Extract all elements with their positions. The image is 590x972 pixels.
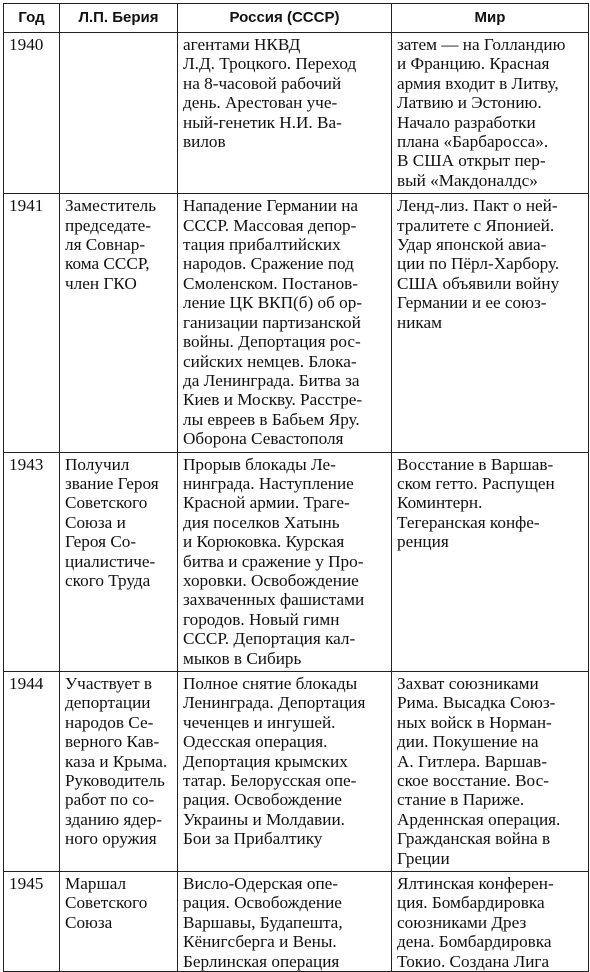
header-beria: Л.П. Берия (60, 4, 178, 33)
world-text-line: Коминтерн. (397, 493, 483, 513)
world-text-line: союзниками Дрез (397, 912, 527, 932)
world-text-line: ском гетто. Распущен (397, 473, 555, 493)
beria-text-line: Героя Со- (65, 532, 137, 552)
chronology-table (3, 3, 589, 972)
russia-text-line: СССР. Массовая депор- (183, 215, 357, 235)
beria-text-line: ля Совнар- (65, 235, 146, 255)
beria-text-line: Заместитель (65, 196, 157, 216)
russia-text-line: ление ЦК ВКП(б) об ор- (183, 293, 363, 313)
beria-text-line: работ по со- (65, 790, 155, 810)
russia-text-line: Депортация крымских (183, 751, 348, 771)
beria-text-line: Союза (65, 912, 113, 932)
russia-text-line: Кёнигсберга и Вены. (183, 932, 337, 952)
russia-cell (178, 194, 392, 452)
beria-cell (60, 33, 178, 194)
year-cell: 1943 (4, 452, 60, 671)
beria-text-line: Получил (65, 454, 130, 474)
russia-text-line: тация прибалтийских (183, 235, 341, 255)
beria-text-line: Советского (65, 893, 148, 913)
beria-text-line: каза и Крыма. (65, 751, 168, 771)
world-cell (392, 452, 589, 671)
russia-text-line: Ленинграда. Депортация (183, 693, 366, 713)
russia-cell (178, 452, 392, 671)
russia-text-line: захваченных фашистами (183, 590, 365, 610)
russia-text-line: Одесская операция. (183, 732, 328, 752)
russia-text-line: Нападение Германии на (183, 196, 359, 216)
world-text-line: Рима. Высадка Союз- (397, 693, 556, 713)
world-text-line: ных войск в Норман- (397, 712, 552, 732)
russia-text-line: Полное снятие блокады (183, 674, 358, 693)
table-header-row (4, 4, 589, 33)
year-cell: 1945 (4, 872, 60, 972)
russia-text-line: войны. Депортация рос- (183, 332, 361, 352)
russia-text-line: агентами НКВД (183, 35, 301, 54)
world-text-line: Ленд-лиз. Пакт о ней- (397, 196, 558, 216)
beria-cell (60, 872, 178, 972)
russia-text-line: Оборона Севастополя (183, 429, 344, 449)
russia-text-line: Берлинская операция (183, 951, 340, 971)
beria-text-line: ного оружия (65, 829, 157, 849)
table-row (4, 194, 589, 452)
russia-text-line: день. Арестован уче- (183, 93, 338, 113)
russia-text-line: рация. Освобождение (183, 893, 342, 913)
russia-text-line: СССР. Депортация кал- (183, 629, 356, 649)
russia-text-line: Красной армии. Траге- (183, 493, 350, 513)
year-cell: 1944 (4, 672, 60, 872)
russia-text-line: на 8-часовой рабочий (183, 73, 342, 93)
table-row (4, 672, 589, 872)
russia-text-line: Л.Д. Троцкого. Переход (183, 54, 357, 74)
world-text-line: тралитете с Японией. (397, 215, 555, 235)
world-text-line: и Францию. Красная (397, 54, 550, 74)
header-world: Мир (392, 4, 589, 33)
world-text-line: Арденнская операция. (397, 809, 561, 829)
table-row (4, 33, 589, 194)
world-text-line: вый «Макдоналдс» (397, 170, 538, 190)
russia-text-line: народов. Сражение под (183, 254, 354, 274)
russia-text-line: татар. Белорусская опе- (183, 771, 357, 791)
table-row (4, 452, 589, 671)
world-text-line: ское восстание. Вос- (397, 771, 549, 791)
russia-text-line: рация. Освобождение (183, 790, 342, 810)
russia-cell (178, 872, 392, 972)
russia-text-line: Смоленском. Постанов- (183, 273, 358, 293)
world-text-line: ция. Бомбардировка (397, 893, 545, 913)
beria-text-line: ского Труда (65, 570, 151, 590)
beria-text-line: Участвует в (65, 674, 153, 693)
russia-text-line: сийских немцев. Блока- (183, 351, 357, 371)
world-text-line: Ялтинская конферен- (397, 874, 554, 894)
world-text-line: затем — на Голландию (397, 35, 566, 54)
world-text-line: А. Гитлера. Варшав- (397, 751, 547, 771)
world-text-line: дена. Бомбардировка (397, 932, 552, 952)
world-text-line: плана «Барбаросса». (397, 132, 549, 152)
russia-text-line: мыков в Сибирь (183, 648, 302, 668)
russia-text-line: городов. Новый гимн (183, 609, 340, 629)
russia-text-line: битва и сражение у Про- (183, 551, 364, 571)
header-year: Год (4, 4, 60, 33)
russia-text-line: Киев и Москву. Расстре- (183, 390, 363, 410)
russia-text-line: дия поселков Хатынь (183, 512, 340, 532)
world-cell (392, 33, 589, 194)
world-text-line: Германии и ее союз- (397, 293, 547, 313)
beria-text-line: кома СССР, (65, 254, 150, 274)
world-text-line: США объявили войну (397, 273, 560, 293)
beria-text-line: народов Се- (65, 712, 154, 732)
world-text-line: дии. Покушение на (397, 732, 539, 752)
russia-text-line: Украины и Молдавии. (183, 809, 345, 829)
russia-text-line: и Корюковка. Курская (183, 532, 345, 552)
russia-text-line: лы евреев в Бабьем Яру. (183, 409, 360, 429)
header-russia: Россия (СССР) (178, 4, 392, 33)
russia-text-line: вилов (183, 132, 226, 152)
beria-text-line: депортации (65, 693, 151, 713)
beria-text-line: Советского (65, 493, 148, 513)
russia-text-line: ганизации партизанской (183, 312, 361, 332)
beria-text-line: Маршал (65, 874, 127, 894)
world-text-line: ции по Пёрл-Харбору. (397, 254, 560, 274)
world-text-line: армия входит в Литву, (397, 73, 559, 93)
russia-text-line: Прорыв блокады Ле- (183, 454, 336, 474)
russia-text-line: ный-генетик Н.И. Ва- (183, 112, 342, 132)
russia-text-line: нинграда. Наступление (183, 473, 354, 493)
beria-cell (60, 672, 178, 872)
russia-text-line: Бои за Прибалтику (183, 829, 323, 849)
russia-text-line: хоровки. Освобождение (183, 570, 359, 590)
russia-text-line: Варшавы, Будапешта, (183, 912, 343, 932)
world-text-line: Удар японской авиа- (397, 235, 547, 255)
world-text-line: стание в Париже. (397, 790, 525, 810)
world-cell (392, 672, 589, 872)
beria-cell (60, 452, 178, 671)
world-text-line: Начало разработки (397, 112, 536, 132)
table-row (4, 872, 589, 972)
beria-text-line: верного Кав- (65, 732, 160, 752)
world-text-line: В США открыт пер- (397, 151, 546, 171)
beria-cell (60, 194, 178, 452)
beria-text-line: председате- (65, 215, 151, 235)
world-text-line: никам (397, 312, 442, 332)
world-text-line: Восстание в Варшав- (397, 454, 554, 474)
beria-text-line: звание Героя (65, 473, 159, 493)
beria-text-line: зданию ядер- (65, 809, 162, 829)
russia-text-line: да Ленинграда. Битва за (183, 370, 360, 390)
world-text-line: Токио. Создана Лига (397, 951, 550, 971)
world-text-line: Тегеранская конфе- (397, 512, 540, 532)
world-text-line: ренция (397, 532, 449, 552)
beria-text-line: Руководитель (65, 771, 165, 791)
year-cell: 1941 (4, 194, 60, 452)
world-text-line: Гражданская война в (397, 829, 551, 849)
world-text-line: Греции (397, 848, 450, 868)
russia-text-line: чеченцев и ингушей. (183, 712, 336, 732)
world-cell (392, 194, 589, 452)
world-text-line: Латвию и Эстонию. (397, 93, 542, 113)
beria-text-line: циалистиче- (65, 551, 156, 571)
russia-text-line: Висло-Одерская опе- (183, 874, 339, 894)
world-text-line: Захват союзниками (397, 674, 539, 693)
year-cell: 1940 (4, 33, 60, 194)
beria-text-line: Союза и (65, 512, 126, 532)
world-cell (392, 872, 589, 972)
russia-cell (178, 33, 392, 194)
beria-text-line: член ГКО (65, 273, 137, 293)
russia-cell (178, 672, 392, 872)
